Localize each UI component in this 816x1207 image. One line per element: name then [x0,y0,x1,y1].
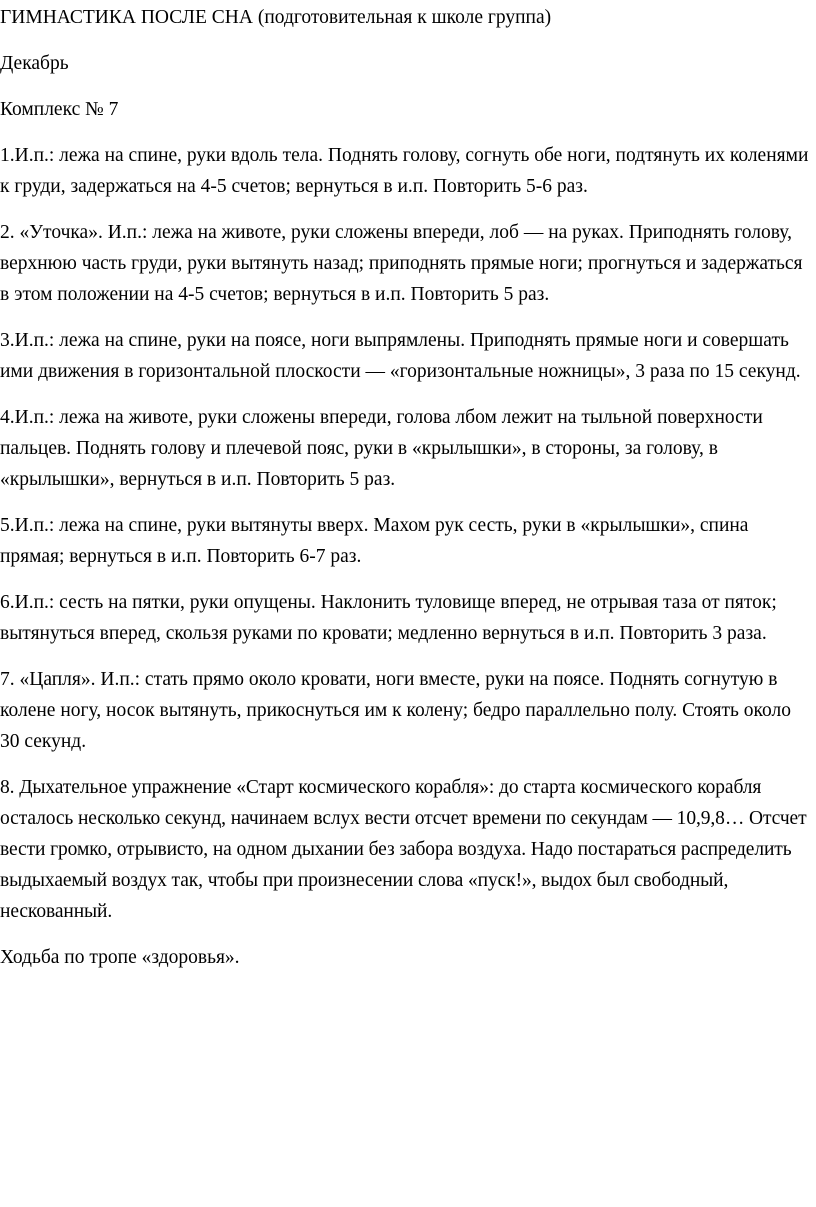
document-title: ГИМНАСТИКА ПОСЛЕ СНА (подготовительная к школе группа) [0,7,552,28]
exercise-3: 3.И.п.: лежа на спине, руки на поясе, ноги выпрямлены. Приподнять прямые ноги и совершать ими движения в горизонтальной плоскости — «горизонтальные ножницы», 3 раза по 15 секунд. [0,330,801,382]
exercise-4: 4.И.п.: лежа на животе, руки сложены впереди, голова лбом лежит на тыльной поверхности пальцев. Поднять голову и плечевой пояс, руки в «крылышки», в стороны, за голову, в «крылышки», вернуться в и.п. Повторить 5 раз. [0,407,763,490]
exercise-7: 7. «Цапля». И.п.: стать прямо около кровати, ноги вместе, руки на поясе. Поднять согнутую в колене ногу, носок вытянуть, прикоснуться им к колену; бедро параллельно полу. Стоять около 30 секунд. [0,669,791,752]
month-label: Декабрь [0,53,69,74]
exercise-1: 1.И.п.: лежа на спине, руки вдоль тела. Поднять голову, согнуть обе ноги, подтянуть их коленями к груди, задержаться на 4-5 счетов; вернуться в и.п. Повторить 5-6 раз. [0,145,809,197]
exercise-6: 6.И.п.: сесть на пятки, руки опущены. Наклонить туловище вперед, не отрывая таза от пяток; вытянуться вперед, скользя руками по кровати; медленно вернуться в и.п. Повторить 3 раза. [0,592,777,644]
closing-note: Ходьба по тропе «здоровья». [0,947,240,968]
exercise-5: 5.И.п.: лежа на спине, руки вытянуты вверх. Махом рук сесть, руки в «крылышки», спина прямая; вернуться в и.п. Повторить 6-7 раз. [0,515,749,567]
exercise-2: 2. «Уточка». И.п.: лежа на животе, руки сложены впереди, лоб — на руках. Приподнять голову, верхнюю часть груди, руки вытянуть назад; приподнять прямые ноги; прогнуться и задержаться в этом положении на 4-5 счетов; вернуться в и.п. Повторить 5 раз. [0,222,803,305]
complex-number: Комплекс № 7 [0,99,119,120]
exercise-8: 8. Дыхательное упражнение «Старт космического корабля»: до старта космического корабля осталось несколько секунд, начинаем вслух вести отсчет времени по секундам — 10,9,8… Отсчет вести громко, отрывисто, на одном дыхании без забора воздуха. Надо постараться распределить выдыхаемый воздух так, чтобы при произнесении слова «пуск!», выдох был свободный, нескованный. [0,777,807,922]
